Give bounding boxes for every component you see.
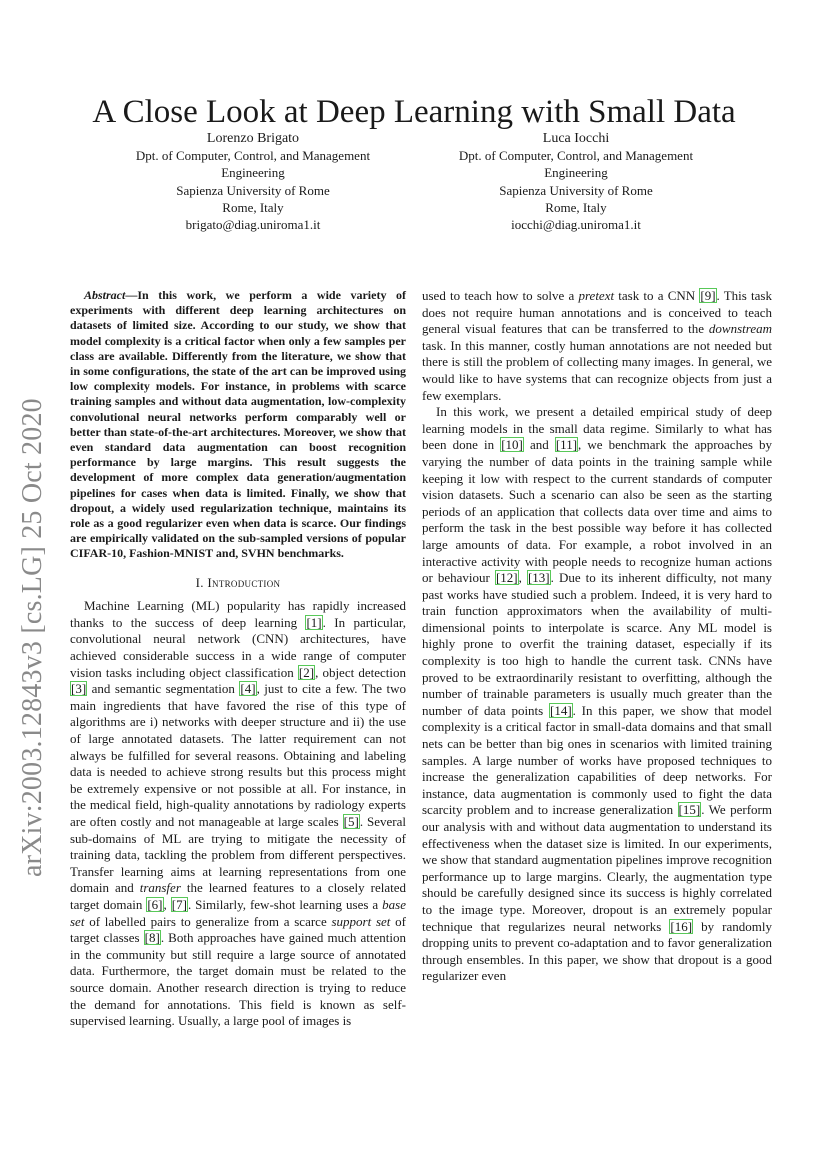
author-location: Rome, Italy	[222, 199, 284, 215]
citation-link[interactable]: [6]	[147, 896, 163, 912]
arxiv-identifier-stamp: arXiv:2003.12843v3 [cs.LG] 25 Oct 2020	[17, 398, 48, 877]
citation-link[interactable]: [10]	[501, 437, 523, 453]
emphasis: support set	[331, 913, 391, 929]
author-affiliation: Dpt. of Computer, Control, and Management	[458, 148, 694, 164]
emphasis: base set	[70, 896, 407, 929]
abstract-text: In this work, we perform a wide variety of experiments with different deep learning architectures on datasets of limited size. According to our study, we show that model complexity is a critical factor when only a few samples per class are available. Differently from the literature, we show that in some configurations, the state of the art can be improved using low complexity models. For instance, in problems with scarce training samples and without data augmentation, low-complexity convolutional neural networks perform comparably well or better than state-of-the-art architectures. Moreover, we show that even standard data augmentation can boost recognition performance by large margins. This result suggests the development of more complex data generation/augmentation pipelines for cases when data is limited. Finally, we show that dropout, a widely used regularization technique, maintains its role as a good regularizer even when data is scarce. Our findings are empirically validated on the sub-sampled versions of popular CIFAR-10, Fashion-MNIST and, SVHN benchmarks.	[70, 288, 406, 561]
citation-link[interactable]: [1]	[306, 614, 322, 630]
author-name: Lorenzo Brigato	[206, 131, 300, 146]
right-column	[422, 288, 772, 985]
abstract-label: Abstract	[84, 288, 126, 302]
intro-paragraph-2: In this work, we present a detailed empirical study of deep learning models in the small data regime. Similarly to what has been done in [10] and [11], we benchmark the approaches by varying the number of data points in the training sample while keeping it low with respect to the current standards of computer vision datasets. Such a scenario can also be seen as the starting periods of an application that collects data over time and aims to perform the task in the best possible way before it has collected large amounts of data. For example, a robot involved in an interactive activity with people needs to recognize human actions or behaviour [12], [13]. Due to its inherent difficulty, not many past works have studied such a problem. Indeed, it is very hard to train function approximators when the availability of multi-dimensional points to interpolate is scarce. Any ML model is highly prone to overfit the training dataset, especially if its complexity is too high to handle the current task. CNNs have proved to be extraordinarily resistant to overfitting, although the number of trainable parameters is usually much greater than the number of data points [14]. In this paper, we show that model complexity is a critical factor in small-data domains and that small nets can be better than big ones in scenarios with limited training samples. A large number of works have proposed techniques to increase the generalization capabilities of deep networks. For instance, data augmentation is commonly used to fight the data scarcity problem and to increase generalization [15]. We perform our analysis with and without data augmentation to understand its effectiveness when the dataset size is limited. In our experiments, we show that standard augmentation pipelines improve recognition performance up to large margins. Clearly, the augmentation type should be carefully designed since its success is highly correlated to the image type. Moreover, dropout is an extremely popular technique that regularizes neural networks [16] by randomly dropping units to prevent co-adaptation and to favor generalization through ensembles. In this paper, we show that dropout is a good regularizer even	[422, 404, 773, 984]
citation-link[interactable]: [2]	[298, 664, 315, 680]
citation-link[interactable]: [15]	[678, 802, 701, 818]
author-institution: Sapienza University of Rome	[499, 182, 653, 198]
emphasis: downstream	[708, 321, 772, 337]
abstract-dash: —	[125, 288, 138, 302]
citation-link[interactable]: [9]	[700, 288, 716, 303]
section-heading-introduction	[70, 575, 406, 592]
citation-link[interactable]: [8]	[144, 930, 160, 946]
citation-link[interactable]: [7]	[171, 896, 187, 912]
citation-link[interactable]: [11]	[555, 437, 578, 453]
citation-link[interactable]: [16]	[670, 918, 693, 934]
citation-link[interactable]: [13]	[527, 570, 550, 586]
abstract	[70, 288, 406, 562]
citation-link[interactable]: [4]	[240, 681, 256, 697]
citation-link[interactable]: [14]	[550, 702, 572, 718]
author-institution: Sapienza University of Rome	[176, 182, 330, 198]
intro-paragraph-1: Machine Learning (ML) popularity has rapidly increased thanks to the success of deep learning [1]. In particular, convolutional neural network (CNN) architectures, have achieved considerable success in a wide range of computer vision tasks including object classification [2], object detection [3] and semantic segmentation [4], just to cite a few. The two main ingredients that have favored the rise of this type of algorithms are i) networks with deeper structure and ii) the use of large annotated datasets. The latter requirement can not always be fulfilled for several reasons. Obtaining and labeling data is needed to achieve strong results but this process might be extremely expensive or not possible at all. For instance, in the medical field, high-quality annotations by radiology experts are often costly and not manageable at large scales [5]. Several sub-domains of ML are trying to mitigate the necessity of training data, tackling the problem from different perspectives. Transfer learning aims at learning representations from one domain and transfer the learned features to a closely related target domain [6], [7]. Similarly, few-shot learning uses a base set of labelled pairs to generalize from a scarce support set of target classes [8]. Both approaches have gained much attention in the community but still require a large source of annotated data. Furthermore, the target domain must be related to the source domain. Another research direction is trying to reduce the demand for annotations. This field is known as self-supervised learning. Usually, a large pool of images is	[70, 598, 407, 1029]
author-block-2	[426, 130, 726, 233]
author-email[interactable]: iocchi@diag.uniroma1.it	[511, 217, 641, 233]
citation-link[interactable]: [5]	[343, 813, 359, 829]
citation-link[interactable]: [3]	[71, 681, 87, 697]
section-number: I.	[195, 574, 204, 590]
emphasis: pretext	[578, 288, 615, 303]
author-affiliation-cont: Engineering	[544, 165, 608, 181]
section-title: Introduction	[207, 574, 281, 590]
author-affiliation: Dpt. of Computer, Control, and Management	[135, 148, 371, 164]
author-affiliation-cont: Engineering	[221, 165, 285, 181]
left-column	[70, 288, 406, 1030]
paper-title: A Close Look at Deep Learning with Small Data	[92, 94, 736, 131]
author-email[interactable]: brigato@diag.uniroma1.it	[185, 217, 321, 233]
author-block-1	[103, 130, 403, 233]
author-name: Luca Iocchi	[542, 131, 610, 146]
citation-link[interactable]: [12]	[495, 570, 518, 586]
intro-paragraph-continued: used to teach how to solve a pretext task to a CNN [9]. This task does not require human annotations and is conceived to teach general visual features that can be transferred to the downstream task. In this manner, costly human annotations are not needed but there is still the problem of collecting many images. In general, we would like to have systems that can recognize objects from just a few exemplars.	[422, 288, 772, 403]
emphasis: transfer	[139, 880, 181, 896]
author-location: Rome, Italy	[545, 199, 607, 215]
